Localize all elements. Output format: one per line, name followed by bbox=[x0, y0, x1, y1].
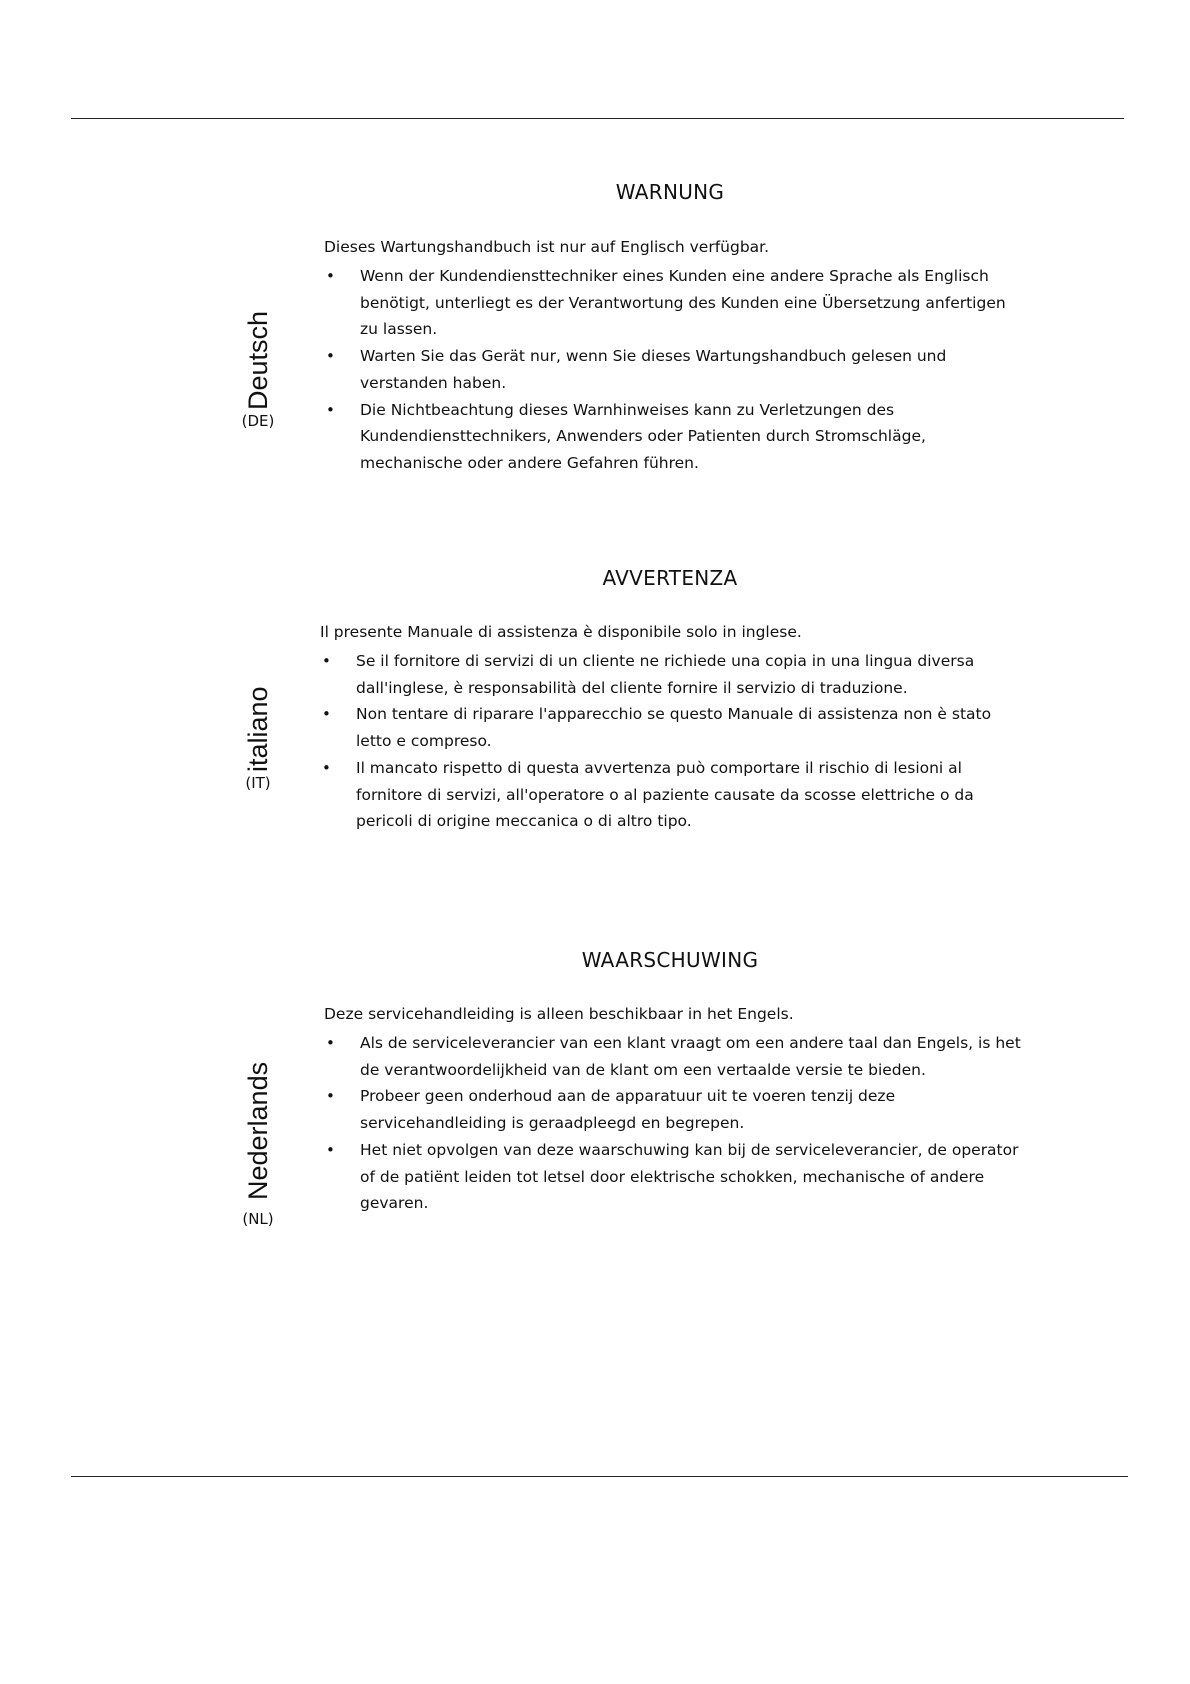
language-code: (IT) bbox=[245, 774, 271, 792]
top-divider bbox=[71, 118, 1124, 119]
warning-bullet-list bbox=[320, 648, 1020, 835]
bullet-icon: • bbox=[326, 1140, 335, 1159]
bullet-icon: • bbox=[322, 758, 331, 777]
list-item: • Se il fornitore di servizi di un cliente ne richiede una copia in una lingua diversa dall'inglese, è responsabilità del cliente fornire il servizio di traduzione. bbox=[320, 648, 1020, 701]
warning-heading: AVVERTENZA bbox=[602, 566, 738, 590]
language-code: (DE) bbox=[241, 412, 275, 430]
list-item: • Het niet opvolgen van deze waarschuwing kan bij de serviceleverancier, de operator of de patiënt leiden tot letsel door elektrische schokken, mechanische of andere gevaren. bbox=[324, 1137, 1024, 1217]
bullet-icon: • bbox=[322, 705, 331, 724]
warning-intro: Il presente Manuale di assistenza è disponibile solo in inglese. bbox=[320, 623, 802, 641]
warning-bullet-list bbox=[324, 1030, 1024, 1217]
bullet-icon: • bbox=[326, 347, 335, 366]
language-name: italiano bbox=[243, 686, 273, 772]
bottom-divider bbox=[71, 1476, 1128, 1477]
bullet-icon: • bbox=[326, 400, 335, 419]
list-item: • Die Nichtbeachtung dieses Warnhinweises kann zu Verletzungen des Kundendiensttechnikers, Anwenders oder Patienten durch Stromschläge, mechanische oder andere Gefahren führen. bbox=[324, 397, 1024, 477]
list-item: • Probeer geen onderhoud aan de apparatuur uit te voeren tenzij deze servicehandleiding is geraadpleegd en begrepen. bbox=[324, 1083, 1024, 1136]
warning-intro: Dieses Wartungshandbuch ist nur auf Englisch verfügbar. bbox=[324, 238, 770, 256]
bullet-icon: • bbox=[326, 1087, 335, 1106]
warning-intro: Deze servicehandleiding is alleen beschikbaar in het Engels. bbox=[324, 1005, 794, 1023]
list-item: • Warten Sie das Gerät nur, wenn Sie dieses Wartungshandbuch gelesen und verstanden haben. bbox=[324, 343, 1024, 396]
list-item: • Non tentare di riparare l'apparecchio se questo Manuale di assistenza non è stato letto e compreso. bbox=[320, 701, 1020, 754]
bullet-icon: • bbox=[322, 652, 331, 670]
language-code: (NL) bbox=[242, 1210, 274, 1228]
warning-bullet-list bbox=[324, 263, 1024, 477]
list-item: • Wenn der Kundendiensttechniker eines Kunden eine andere Sprache als Englisch benötigt, unterliegt es der Verantwortung des Kunden eine Übersetzung anfertigen zu lassen. bbox=[324, 263, 1024, 343]
bullet-icon: • bbox=[326, 267, 335, 285]
warning-heading: WAARSCHUWING bbox=[581, 948, 759, 972]
list-item: • Als de serviceleverancier van een klant vraagt om een andere taal dan Engels, is het de verantwoordelijkheid van de klant om een vertaalde versie te bieden. bbox=[324, 1030, 1024, 1083]
list-item: • Il mancato rispetto di questa avvertenza può comportare il rischio di lesioni al fornitore di servizi, all'operatore o al paziente causate da scosse elettriche o da pericoli di origine meccanica o di altro tipo. bbox=[320, 755, 1020, 835]
language-name: Deutsch bbox=[243, 310, 273, 410]
warning-heading: WARNUNG bbox=[615, 180, 725, 204]
language-name: Nederlands bbox=[243, 1061, 273, 1200]
bullet-icon: • bbox=[326, 1034, 335, 1052]
